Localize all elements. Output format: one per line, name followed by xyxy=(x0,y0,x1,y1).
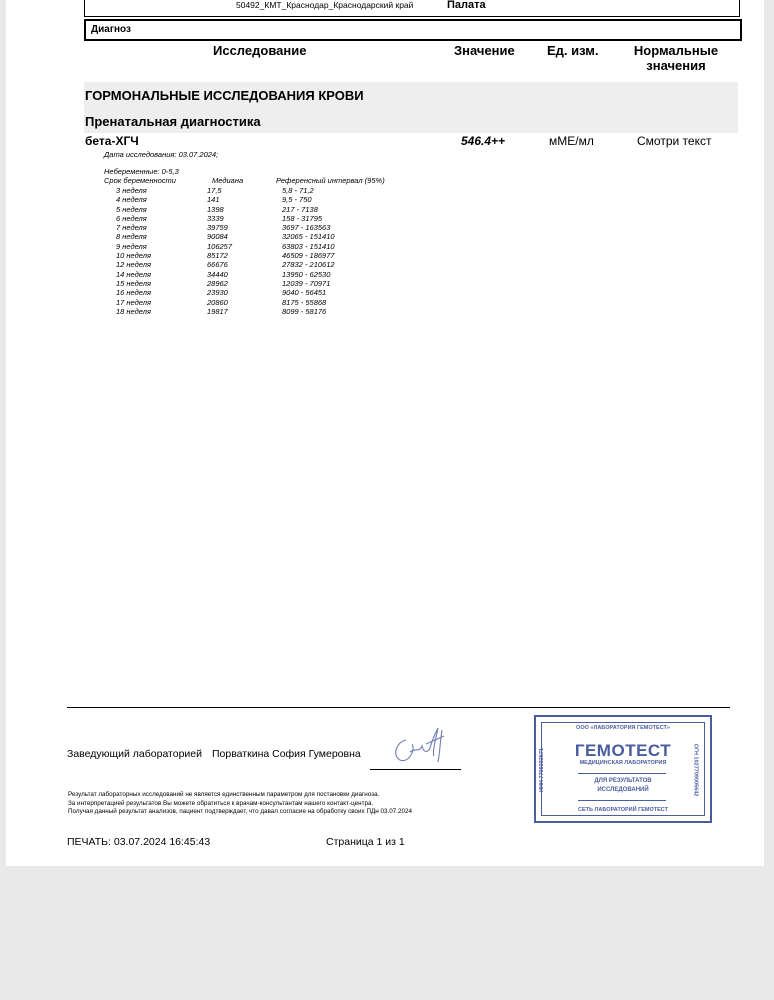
ref-interval: 158 - 31795 xyxy=(282,213,323,223)
print-timestamp: ПЕЧАТЬ: 03.07.2024 16:45:43 xyxy=(67,836,211,848)
footer-divider xyxy=(67,707,730,708)
patient-box xyxy=(84,0,740,17)
ref-median: 23930 xyxy=(207,288,228,298)
ref-week: 10 неделя xyxy=(116,251,151,261)
ref-interval: 12039 - 70971 xyxy=(282,278,331,288)
stamp-bottom: СЕТЬ ЛАБОРАТОРИЙ ГЕМОТЕСТ xyxy=(578,807,668,813)
ref-median: 3339 xyxy=(207,213,224,223)
stamp-rule xyxy=(578,800,666,801)
ref-median: 39759 xyxy=(207,223,228,233)
ref-median: 20860 xyxy=(207,297,228,307)
ref-week: 14 неделя xyxy=(116,269,151,279)
ref-median: 141 xyxy=(207,195,220,205)
ref-median: 19817 xyxy=(207,306,228,316)
ref-median: 90084 xyxy=(207,232,228,242)
diagnosis-label: Диагноз xyxy=(91,24,131,35)
disclaimer-line: Получая данный результат анализов, пациент подтверждает, что давал согласие на обработку своих ПДн 03.07.2024 xyxy=(68,808,412,816)
ref-table-header xyxy=(104,176,424,186)
ref-header-term: Срок беременности xyxy=(104,176,176,185)
disclaimer-line: Результат лабораторных исследований не является единственным параметром для постановки диагноза. xyxy=(68,791,380,798)
section-title: ГОРМОНАЛЬНЫЕ ИССЛЕДОВАНИЯ КРОВИ xyxy=(85,88,364,103)
stamp-brand: ГЕМОТЕСТ xyxy=(574,741,672,760)
ref-median: 106257 xyxy=(207,241,233,251)
ref-median: 1398 xyxy=(207,204,224,214)
head-label: Заведующий лабораторией xyxy=(67,748,202,760)
col-normal: Нормальные значения xyxy=(633,43,719,73)
ref-week: 8 неделя xyxy=(116,232,147,242)
stamp-right: ОГН 1027709005642 xyxy=(692,743,699,797)
ref-interval: 13950 - 62530 xyxy=(282,269,331,279)
ref-week: 18 неделя xyxy=(116,306,151,316)
ref-median: 34440 xyxy=(207,269,228,279)
ref-interval: 27832 - 210612 xyxy=(282,260,335,270)
ref-median: 85172 xyxy=(207,251,228,261)
test-normal: Смотри текст xyxy=(637,134,712,148)
test-name: бета-ХГЧ xyxy=(85,134,139,148)
stamp-left: ИНН 7709383571 xyxy=(539,747,546,793)
stamp-rule xyxy=(578,773,666,774)
ref-week: 17 неделя xyxy=(116,297,151,307)
report-page xyxy=(6,0,764,866)
stamp-frame xyxy=(541,722,705,816)
test-unit: мМЕ/мл xyxy=(549,134,594,148)
ref-interval: 46509 - 186977 xyxy=(282,251,335,261)
test-date: Дата исследования: 03.07.2024; xyxy=(104,150,219,159)
ref-week: 15 неделя xyxy=(116,278,151,288)
disclaimer-line: За интерпретацией результатов Вы можете обратиться к врачам-консультантам нашего контакт-центра. xyxy=(68,799,374,807)
ref-week: 12 неделя xyxy=(116,260,151,270)
diagnosis-box xyxy=(84,19,742,41)
disclaimer xyxy=(68,791,412,817)
ref-week: 3 неделя xyxy=(116,186,147,195)
ref-median: 66676 xyxy=(207,260,228,270)
head-name: Порваткина София Гумеровна xyxy=(212,748,361,760)
ref-interval: 8099 - 58176 xyxy=(282,306,327,316)
ref-interval: 5,8 - 71,2 xyxy=(282,186,314,195)
ref-header-interval: Референсный интервал (95%) xyxy=(276,176,385,185)
stamp-line1: ДЛЯ РЕЗУЛЬТАТОВ xyxy=(594,778,652,784)
test-value: 546.4++ xyxy=(461,134,506,148)
ref-interval: 32065 - 151410 xyxy=(282,232,335,242)
ref-week: 6 неделя xyxy=(116,213,147,223)
col-study: Исследование xyxy=(213,43,307,58)
ref-interval: 63803 - 151410 xyxy=(282,241,335,251)
signature-line xyxy=(370,769,461,770)
ref-interval: 3697 - 163563 xyxy=(282,223,331,233)
ref-week: 9 неделя xyxy=(116,241,147,251)
ref-week: 5 неделя xyxy=(116,204,147,214)
ref-median: 28962 xyxy=(207,278,228,288)
col-value: Значение xyxy=(454,43,515,58)
ref-interval: 9040 - 56451 xyxy=(282,288,327,298)
ref-median: 17,5 xyxy=(207,186,222,195)
stamp-line2: ИССЛЕДОВАНИЙ xyxy=(597,787,649,793)
nonpregnant-range: Небеременные: 0-5,3 xyxy=(104,167,179,176)
ref-week: 4 неделя xyxy=(116,195,147,205)
ref-interval: 8175 - 55868 xyxy=(282,297,327,307)
section-subtitle: Пренатальная диагностика xyxy=(85,114,261,129)
ref-header-median: Медиана xyxy=(212,176,244,185)
stamp-top: ООО «ЛАБОРАТОРИЯ ГЕМОТЕСТ» xyxy=(576,725,670,731)
lab-stamp xyxy=(534,715,712,823)
patient-line: 50492_КМТ_Краснодар_Краснодарский край xyxy=(236,0,414,10)
ward-label: Палата xyxy=(447,0,486,11)
stamp-sub: МЕДИЦИНСКАЯ ЛАБОРАТОРИЯ xyxy=(579,760,667,766)
ref-week: 7 неделя xyxy=(116,223,147,233)
page-number: Страница 1 из 1 xyxy=(326,836,405,848)
signature-image xyxy=(386,722,456,770)
ref-interval: 9,5 - 750 xyxy=(282,195,312,205)
ref-week: 16 неделя xyxy=(116,288,151,298)
ref-interval: 217 - 7138 xyxy=(282,204,318,214)
col-unit: Ед. изм. xyxy=(547,43,599,58)
